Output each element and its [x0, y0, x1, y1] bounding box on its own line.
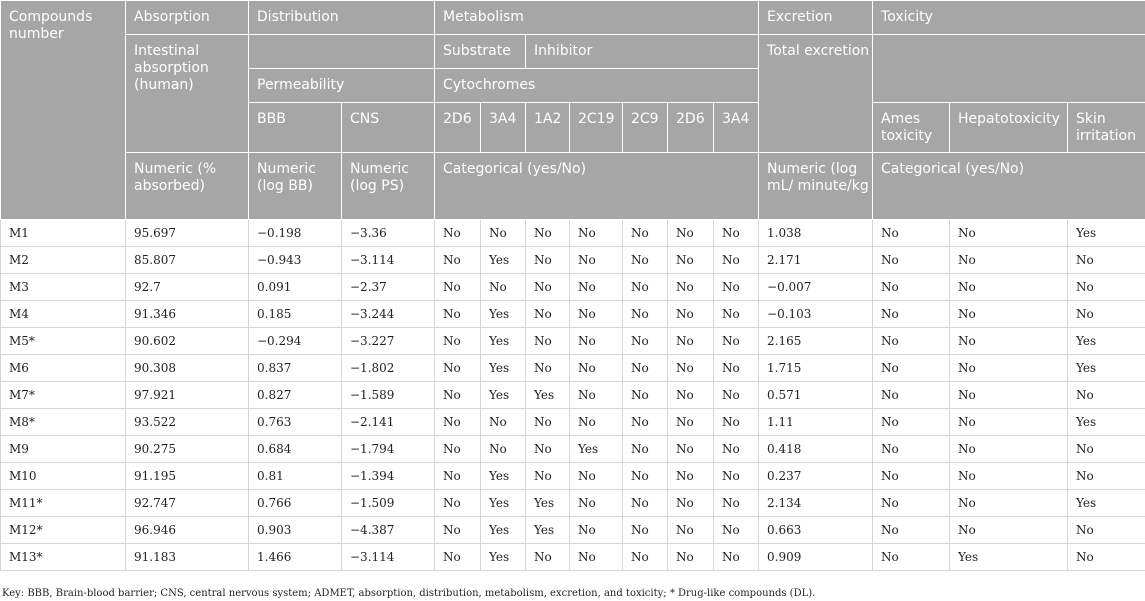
cell-compound: M10: [1, 463, 126, 490]
cell-bbb: −0.198: [249, 220, 342, 247]
cell-cyp-3a4-substrate: Yes: [481, 328, 526, 355]
cell-total-excretion: 2.134: [759, 490, 873, 517]
cell-cyp-2d6-substrate: No: [435, 355, 481, 382]
cell-cyp-2d6-substrate: No: [435, 220, 481, 247]
cell-ames-toxicity: No: [873, 382, 950, 409]
cell-cns: −1.589: [342, 382, 435, 409]
cell-cyp-2d6-inhibitor: No: [668, 274, 714, 301]
cell-cyp-2d6-inhibitor: No: [668, 328, 714, 355]
cell-compound: M11*: [1, 490, 126, 517]
cell-cyp-3a4-inhibitor: No: [714, 220, 759, 247]
cell-bbb: 0.837: [249, 355, 342, 382]
cell-cyp-1a2: No: [526, 544, 570, 571]
cell-bbb: 0.766: [249, 490, 342, 517]
cell-ames-toxicity: No: [873, 355, 950, 382]
cell-bbb: 0.185: [249, 301, 342, 328]
cell-compound: M4: [1, 301, 126, 328]
cell-cyp-3a4-substrate: Yes: [481, 247, 526, 274]
cell-cyp-2d6-substrate: No: [435, 247, 481, 274]
cell-cyp-2c19: No: [570, 517, 623, 544]
cell-cyp-1a2: No: [526, 409, 570, 436]
table-row: [1, 517, 1145, 544]
cell-total-excretion: −0.103: [759, 301, 873, 328]
header-bbb: BBB: [249, 103, 342, 153]
cell-cyp-3a4-substrate: Yes: [481, 463, 526, 490]
header-cns: CNS: [342, 103, 435, 153]
cell-cyp-2c9: No: [623, 409, 668, 436]
cell-ames-toxicity: No: [873, 220, 950, 247]
cell-cyp-3a4-substrate: Yes: [481, 301, 526, 328]
header-toxicity: Toxicity: [873, 1, 1145, 35]
cell-cyp-1a2: No: [526, 328, 570, 355]
table-row: [1, 274, 1145, 301]
cell-cns: −1.802: [342, 355, 435, 382]
table-row: [1, 247, 1145, 274]
header-toxicity-blank: [873, 35, 1145, 103]
cell-cyp-2c9: No: [623, 355, 668, 382]
cell-cyp-1a2: No: [526, 247, 570, 274]
header-excretion: Excretion: [759, 1, 873, 35]
cell-cyp-2d6-substrate: No: [435, 382, 481, 409]
cell-skin-irritation: Yes: [1068, 409, 1145, 436]
cell-cyp-2c19: No: [570, 463, 623, 490]
cell-cyp-2c19: Yes: [570, 436, 623, 463]
cell-skin-irritation: No: [1068, 544, 1145, 571]
cell-cns: −3.36: [342, 220, 435, 247]
header-cyp-2c19: 2C19: [570, 103, 623, 153]
cell-cyp-1a2: No: [526, 220, 570, 247]
cell-compound: M9: [1, 436, 126, 463]
table-row: [1, 220, 1145, 247]
cell-hepatotoxicity: No: [950, 436, 1068, 463]
cell-cyp-3a4-inhibitor: No: [714, 382, 759, 409]
header-cyp-2c9: 2C9: [623, 103, 668, 153]
cell-total-excretion: 0.663: [759, 517, 873, 544]
cell-cyp-1a2: Yes: [526, 490, 570, 517]
cell-cyp-2d6-inhibitor: No: [668, 247, 714, 274]
cell-cyp-2d6-inhibitor: No: [668, 355, 714, 382]
cell-bbb: 0.903: [249, 517, 342, 544]
header-intestinal-absorption: Intestinal absorption (human): [126, 35, 249, 153]
cell-intestinal-absorption: 92.747: [126, 490, 249, 517]
cell-intestinal-absorption: 90.602: [126, 328, 249, 355]
cell-total-excretion: 0.237: [759, 463, 873, 490]
cell-intestinal-absorption: 96.946: [126, 517, 249, 544]
cell-intestinal-absorption: 90.275: [126, 436, 249, 463]
cell-cyp-3a4-substrate: Yes: [481, 382, 526, 409]
cell-total-excretion: 1.715: [759, 355, 873, 382]
cell-cns: −3.227: [342, 328, 435, 355]
cell-bbb: 0.763: [249, 409, 342, 436]
cell-cns: −2.37: [342, 274, 435, 301]
cell-intestinal-absorption: 93.522: [126, 409, 249, 436]
cell-cyp-2c19: No: [570, 355, 623, 382]
cell-hepatotoxicity: No: [950, 328, 1068, 355]
header-inhibitor: Inhibitor: [526, 35, 759, 69]
cell-bbb: −0.943: [249, 247, 342, 274]
cell-ames-toxicity: No: [873, 490, 950, 517]
cell-cyp-1a2: No: [526, 274, 570, 301]
header-substrate: Substrate: [435, 35, 526, 69]
table-row: [1, 382, 1145, 409]
table-row: [1, 409, 1145, 436]
cell-intestinal-absorption: 91.346: [126, 301, 249, 328]
cell-cyp-3a4-substrate: Yes: [481, 355, 526, 382]
cell-compound: M8*: [1, 409, 126, 436]
cell-cyp-3a4-substrate: No: [481, 409, 526, 436]
cell-hepatotoxicity: No: [950, 220, 1068, 247]
header-total-excretion: Total excretion: [759, 35, 873, 153]
cell-cyp-3a4-inhibitor: No: [714, 328, 759, 355]
header-unit-absorbed: Numeric (% absorbed): [126, 153, 249, 220]
cell-cyp-3a4-inhibitor: No: [714, 355, 759, 382]
cell-cyp-3a4-substrate: Yes: [481, 517, 526, 544]
header-metabolism: Metabolism: [435, 1, 759, 35]
cell-cyp-2c19: No: [570, 274, 623, 301]
cell-cyp-2d6-substrate: No: [435, 274, 481, 301]
cell-bbb: −0.294: [249, 328, 342, 355]
cell-hepatotoxicity: No: [950, 274, 1068, 301]
cell-cyp-2d6-substrate: No: [435, 490, 481, 517]
cell-ames-toxicity: No: [873, 544, 950, 571]
cell-skin-irritation: No: [1068, 463, 1145, 490]
cell-ames-toxicity: No: [873, 274, 950, 301]
cell-skin-irritation: Yes: [1068, 355, 1145, 382]
cell-cns: −4.387: [342, 517, 435, 544]
cell-cyp-3a4-substrate: No: [481, 436, 526, 463]
cell-hepatotoxicity: No: [950, 355, 1068, 382]
cell-intestinal-absorption: 90.308: [126, 355, 249, 382]
header-distribution: Distribution: [249, 1, 435, 35]
cell-cyp-2c9: No: [623, 220, 668, 247]
cell-bbb: 0.81: [249, 463, 342, 490]
cell-cyp-2c19: No: [570, 220, 623, 247]
cell-hepatotoxicity: No: [950, 301, 1068, 328]
cell-skin-irritation: No: [1068, 301, 1145, 328]
cell-cns: −3.114: [342, 544, 435, 571]
cell-total-excretion: 2.165: [759, 328, 873, 355]
cell-ames-toxicity: No: [873, 301, 950, 328]
cell-cyp-2d6-substrate: No: [435, 328, 481, 355]
cell-cyp-2c19: No: [570, 490, 623, 517]
cell-cyp-2c19: No: [570, 544, 623, 571]
cell-ames-toxicity: No: [873, 247, 950, 274]
cell-cyp-3a4-inhibitor: No: [714, 301, 759, 328]
cell-total-excretion: 0.418: [759, 436, 873, 463]
cell-hepatotoxicity: No: [950, 409, 1068, 436]
cell-cyp-1a2: Yes: [526, 382, 570, 409]
cell-intestinal-absorption: 92.7: [126, 274, 249, 301]
cell-cyp-3a4-inhibitor: No: [714, 544, 759, 571]
header-unit-categorical-metabolism: Categorical (yes/No): [435, 153, 759, 220]
cell-cns: −2.141: [342, 409, 435, 436]
cell-hepatotoxicity: Yes: [950, 544, 1068, 571]
header-unit-categorical-toxicity: Categorical (yes/No): [873, 153, 1145, 220]
cell-skin-irritation: No: [1068, 517, 1145, 544]
cell-cyp-2d6-inhibitor: No: [668, 517, 714, 544]
cell-total-excretion: 1.038: [759, 220, 873, 247]
cell-compound: M3: [1, 274, 126, 301]
cell-cyp-2c9: No: [623, 247, 668, 274]
cell-compound: M13*: [1, 544, 126, 571]
cell-cyp-2c9: No: [623, 544, 668, 571]
cell-intestinal-absorption: 95.697: [126, 220, 249, 247]
cell-cyp-1a2: No: [526, 463, 570, 490]
cell-bbb: 0.091: [249, 274, 342, 301]
cell-intestinal-absorption: 91.195: [126, 463, 249, 490]
cell-hepatotoxicity: No: [950, 517, 1068, 544]
cell-bbb: 0.684: [249, 436, 342, 463]
header-cyp-3a4-substrate: 3A4: [481, 103, 526, 153]
header-distribution-blank: [249, 35, 435, 69]
cell-cyp-3a4-inhibitor: No: [714, 463, 759, 490]
cell-cyp-2d6-substrate: No: [435, 436, 481, 463]
cell-cyp-2c9: No: [623, 382, 668, 409]
cell-hepatotoxicity: No: [950, 490, 1068, 517]
cell-total-excretion: 0.909: [759, 544, 873, 571]
cell-cyp-1a2: Yes: [526, 517, 570, 544]
table-row: [1, 355, 1145, 382]
cell-cyp-3a4-substrate: Yes: [481, 544, 526, 571]
cell-skin-irritation: No: [1068, 274, 1145, 301]
cell-skin-irritation: Yes: [1068, 328, 1145, 355]
cell-cyp-3a4-substrate: No: [481, 220, 526, 247]
cell-cyp-2d6-substrate: No: [435, 301, 481, 328]
cell-compound: M7*: [1, 382, 126, 409]
cell-cyp-2c9: No: [623, 301, 668, 328]
cell-ames-toxicity: No: [873, 409, 950, 436]
cell-cyp-2c9: No: [623, 463, 668, 490]
cell-skin-irritation: No: [1068, 247, 1145, 274]
cell-cyp-2d6-inhibitor: No: [668, 544, 714, 571]
cell-hepatotoxicity: No: [950, 382, 1068, 409]
cell-cns: −3.244: [342, 301, 435, 328]
cell-cyp-3a4-inhibitor: No: [714, 436, 759, 463]
cell-ames-toxicity: No: [873, 517, 950, 544]
table-row: [1, 328, 1145, 355]
header-absorption: Absorption: [126, 1, 249, 35]
cell-cyp-2d6-inhibitor: No: [668, 382, 714, 409]
header-ames: Ames toxicity: [873, 103, 950, 153]
cell-intestinal-absorption: 97.921: [126, 382, 249, 409]
cell-cyp-2d6-substrate: No: [435, 517, 481, 544]
cell-cns: −1.794: [342, 436, 435, 463]
table-body: [1, 220, 1145, 571]
cell-cyp-3a4-substrate: Yes: [481, 490, 526, 517]
cell-cyp-3a4-inhibitor: No: [714, 517, 759, 544]
cell-cyp-3a4-substrate: No: [481, 274, 526, 301]
cell-cyp-2d6-inhibitor: No: [668, 463, 714, 490]
table-row: [1, 463, 1145, 490]
cell-compound: M2: [1, 247, 126, 274]
cell-cns: −1.509: [342, 490, 435, 517]
cell-hepatotoxicity: No: [950, 463, 1068, 490]
cell-cyp-1a2: No: [526, 301, 570, 328]
cell-compound: M12*: [1, 517, 126, 544]
cell-cyp-2d6-substrate: No: [435, 409, 481, 436]
header-cyp-2d6-inhibitor: 2D6: [668, 103, 714, 153]
cell-total-excretion: −0.007: [759, 274, 873, 301]
header-hepatotoxicity: Hepatotoxicity: [950, 103, 1068, 153]
cell-compound: M5*: [1, 328, 126, 355]
table-row: [1, 544, 1145, 571]
cell-cyp-2c9: No: [623, 328, 668, 355]
cell-total-excretion: 1.11: [759, 409, 873, 436]
cell-skin-irritation: Yes: [1068, 220, 1145, 247]
cell-cyp-1a2: No: [526, 355, 570, 382]
cell-cyp-2c19: No: [570, 409, 623, 436]
cell-cyp-2c9: No: [623, 517, 668, 544]
cell-cyp-2c19: No: [570, 247, 623, 274]
cell-cns: −1.394: [342, 463, 435, 490]
cell-cyp-1a2: No: [526, 436, 570, 463]
cell-intestinal-absorption: 91.183: [126, 544, 249, 571]
header-unit-logbb: Numeric (log BB): [249, 153, 342, 220]
cell-skin-irritation: No: [1068, 382, 1145, 409]
cell-skin-irritation: No: [1068, 436, 1145, 463]
table-row: [1, 490, 1145, 517]
cell-compound: M1: [1, 220, 126, 247]
cell-cyp-2d6-inhibitor: No: [668, 490, 714, 517]
cell-intestinal-absorption: 85.807: [126, 247, 249, 274]
cell-cyp-2d6-substrate: No: [435, 463, 481, 490]
header-skin-irritation: Skin irritation: [1068, 103, 1145, 153]
cell-cyp-3a4-inhibitor: No: [714, 274, 759, 301]
cell-bbb: 0.827: [249, 382, 342, 409]
table-row: [1, 436, 1145, 463]
cell-cyp-2c9: No: [623, 436, 668, 463]
cell-cyp-2c19: No: [570, 301, 623, 328]
table-header: [1, 1, 1145, 220]
cell-ames-toxicity: No: [873, 436, 950, 463]
cell-bbb: 1.466: [249, 544, 342, 571]
header-unit-excretion: Numeric (log mL/ minute/kg: [759, 153, 873, 220]
cell-compound: M6: [1, 355, 126, 382]
cell-cyp-2c9: No: [623, 274, 668, 301]
cell-ames-toxicity: No: [873, 328, 950, 355]
cell-total-excretion: 2.171: [759, 247, 873, 274]
cell-hepatotoxicity: No: [950, 247, 1068, 274]
cell-cyp-2d6-inhibitor: No: [668, 301, 714, 328]
cell-cyp-2c19: No: [570, 382, 623, 409]
header-permeability: Permeability: [249, 69, 435, 103]
cell-cyp-3a4-inhibitor: No: [714, 409, 759, 436]
cell-cyp-2d6-inhibitor: No: [668, 220, 714, 247]
cell-skin-irritation: Yes: [1068, 490, 1145, 517]
table-row: [1, 301, 1145, 328]
cell-cyp-3a4-inhibitor: No: [714, 490, 759, 517]
header-unit-logps: Numeric (log PS): [342, 153, 435, 220]
cell-cyp-2d6-inhibitor: No: [668, 436, 714, 463]
cell-ames-toxicity: No: [873, 463, 950, 490]
header-compounds: Compounds number: [1, 1, 126, 220]
cell-cyp-2c9: No: [623, 490, 668, 517]
header-cyp-1a2: 1A2: [526, 103, 570, 153]
footnote: Key: BBB, Brain-blood barrier; CNS, central nervous system; ADMET, absorption, distribution, metabolism, excretion, and toxicity; * Drug-like compounds (DL).: [2, 588, 816, 599]
cell-cns: −3.114: [342, 247, 435, 274]
header-cyp-2d6-substrate: 2D6: [435, 103, 481, 153]
cell-cyp-2c19: No: [570, 328, 623, 355]
cell-cyp-3a4-inhibitor: No: [714, 247, 759, 274]
cell-cyp-2d6-inhibitor: No: [668, 409, 714, 436]
cell-cyp-2d6-substrate: No: [435, 544, 481, 571]
header-cyp-3a4-inhibitor: 3A4: [714, 103, 759, 153]
cell-total-excretion: 0.571: [759, 382, 873, 409]
header-cytochromes: Cytochromes: [435, 69, 759, 103]
